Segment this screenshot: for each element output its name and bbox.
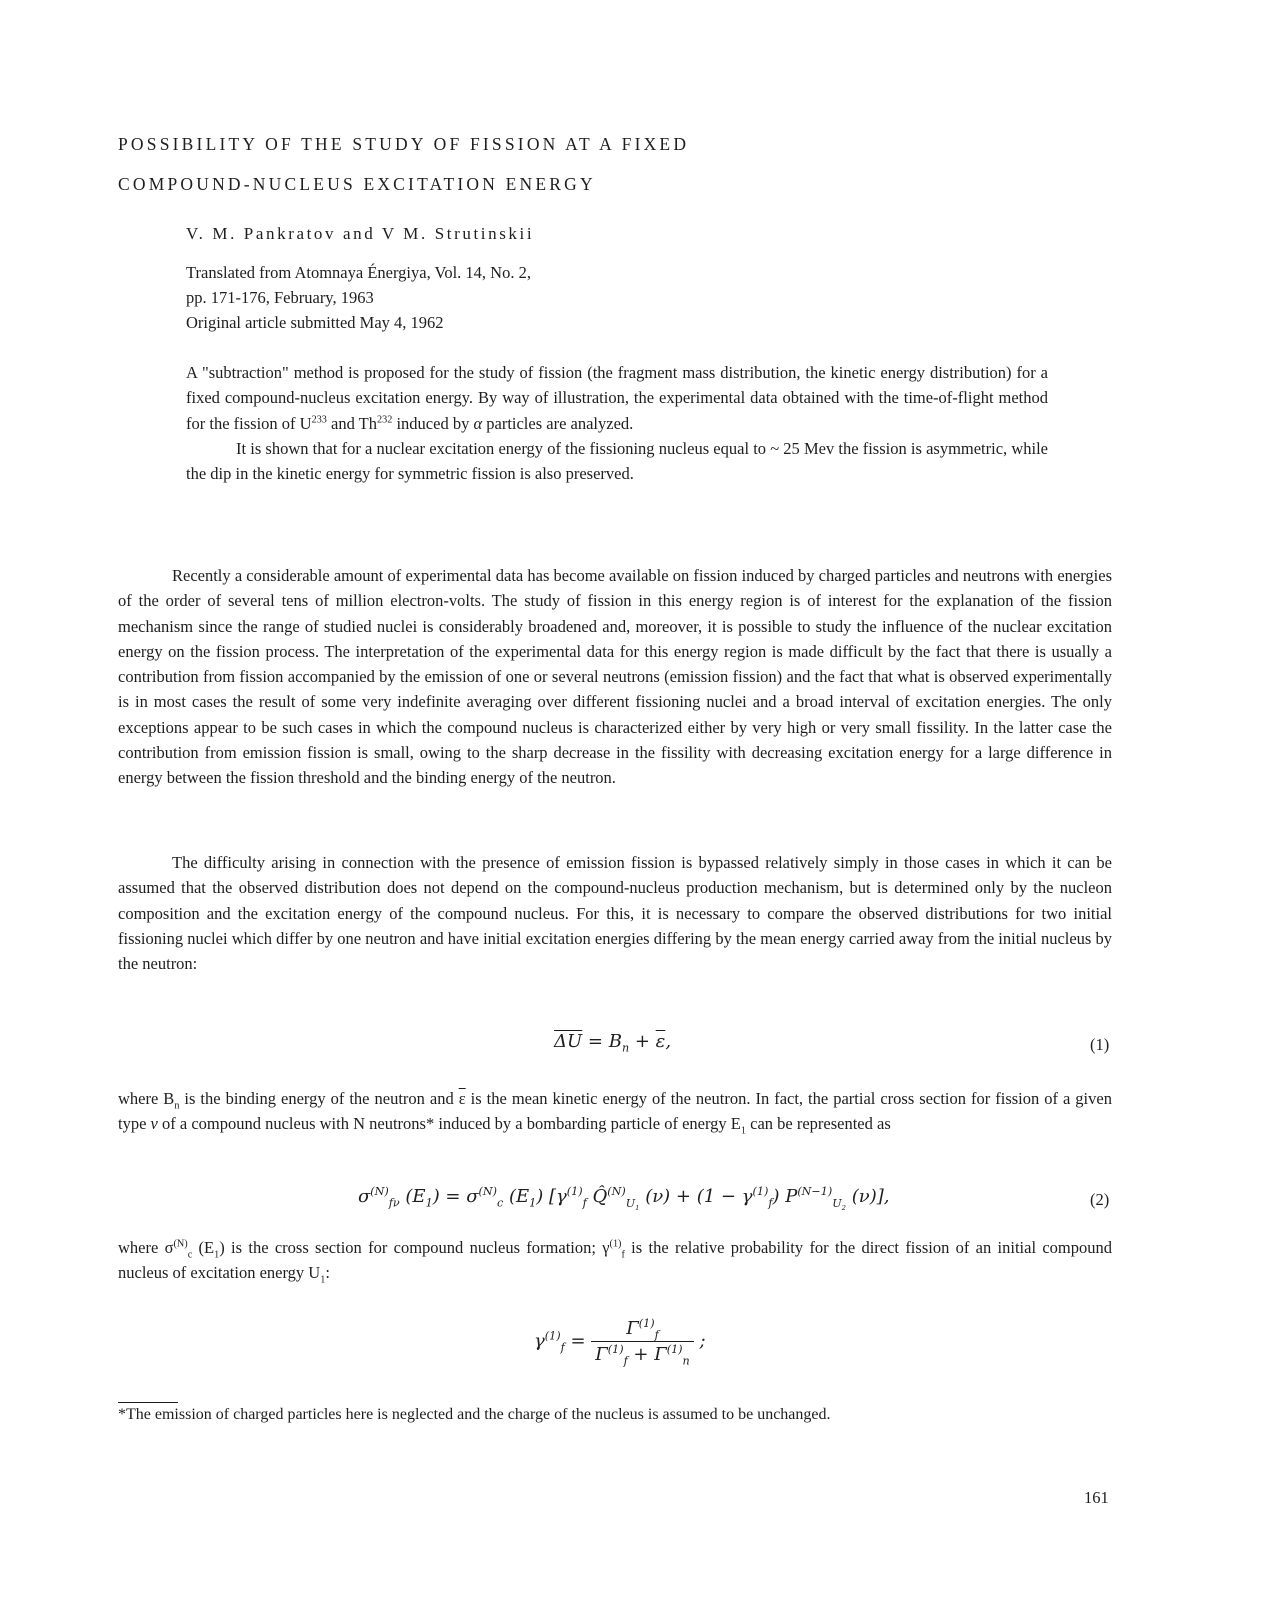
translation-info xyxy=(186,260,531,335)
submission-date: Original article submitted May 4, 1962 xyxy=(186,313,444,332)
translation-pages: pp. 171-176, February, 1963 xyxy=(186,288,374,307)
footnote: *The emission of charged particles here is neglected and the charge of the nucleus is assumed to be unchanged. xyxy=(118,1406,831,1423)
abstract xyxy=(186,360,1048,486)
footnote-rule xyxy=(118,1402,178,1403)
translation-source: Translated from Atomnaya Énergiya, Vol. 14, No. 2, xyxy=(186,263,531,282)
equation-2-number: (2) xyxy=(1090,1190,1110,1209)
abstract-paragraph-2: It is shown that for a nuclear excitation energy of the fissioning nucleus equal to ~ 25 Mev the fission is asymmetric, while the dip in the kinetic energy for symmetric fission is also preserved. xyxy=(186,438,1048,484)
body-paragraph-2: The difficulty arising in connection with the presence of emission fission is bypassed relatively simply in those cases in which it can be assumed that the observed distribution does not depend on the compound-nucleus production mechanism, but is determined only by the nucleon composition and the excitation energy of the compound nucleus. For this, it is necessary to compare the observed distributions for two initial fissioning nuclei which differ by one neutron and have initial excitation energies differing by the mean energy carried away from the initial nucleus by the neutron: xyxy=(118,853,1112,974)
equation-2: $\sigma^{(N)}_{f\nu}$ $(E_1) = \sigma^{(N)}_c$ $(E_1)$ [$\gamma^{(1)}_f$ Q̂$^{(N)}_{U_1}$ $(\nu) + (1 - \gamma^{(1)}_f)$ $P^{(N-1)}_{U_2}$ (ν)], xyxy=(358,1185,890,1212)
authors: V. M. Pankratov and V M. Strutinskii xyxy=(186,224,535,243)
equation-3: $\gamma^{(1)}_f$ = $\frac{\Gamma^{(1)}_f}{\Gamma^{(1)}_f + \Gamma^{(1)}_n}$ ; xyxy=(534,1317,706,1368)
body-paragraph-3: where $B_n$ is the binding energy of the neutron and $\overline{\varepsilon}$ is the mean kinetic energy of the neutron. In fact, the partial cross section for fission of a given type ν of a compound nucleus with N neutrons* induced by a bombarding particle of energy $E_1$ can be represented as xyxy=(118,1089,1112,1137)
body-paragraph-4: where $\sigma^{(N)}_c$ $(E_1)$ is the cross section for compound nucleus formation; $\gamma^{(1)}_f$ is the relative probability for the direct fission of an initial compound nucleus of excitation energy $U_1$: xyxy=(118,1238,1113,1286)
body-paragraph-1: Recently a considerable amount of experimental data has become available on fission induced by charged particles and neutrons with energies of the order of several tens of million electron-volts. The study of fission in this energy region is of interest for the explanation of the fission mechanism since the range of studied nuclei is considerably broadened and, moreover, it is possible to study the influence of the nuclear excitation energy on the fission process. The interpretation of the experimental data for this energy region is made difficult by the fact that there is usually a contribution from fission accompanied by the emission of one or several neutrons (emission fission) and the fact that what is observed experimentally is in most cases the result of some very indefinite averaging over different fissioning nuclei and a broad interval of excitation energies. The only exceptions appear to be such cases in which the compound nucleus is characterized either by very high or very small fissility. In the latter case the contribution from emission fission is small, owing to the sharp decrease in the fissility with decreasing excitation energy for a large difference in energy between the fission threshold and the binding energy of the neutron. xyxy=(118,566,1112,788)
abstract-paragraph-1: A "subtraction" method is proposed for the study of fission (the fragment mass distribution, the kinetic energy distribution) for a fixed compound-nucleus excitation energy. By way of illustration, the experimental data obtained with the time-of-flight method for the fission of $U^{233}$ and Th$^{232}$ induced by α particles are analyzed. xyxy=(186,363,1048,433)
paper-title-line-1: POSSIBILITY OF THE STUDY OF FISSION AT A FIXED xyxy=(118,134,690,154)
paper-title-line-2: COMPOUND-NUCLEUS EXCITATION ENERGY xyxy=(118,174,596,194)
equation-1: $\overline{\Delta U} = B_n + \overline{\varepsilon}$, xyxy=(554,1031,672,1055)
equation-1-number: (1) xyxy=(1090,1035,1110,1054)
page-number: 161 xyxy=(1084,1488,1109,1507)
